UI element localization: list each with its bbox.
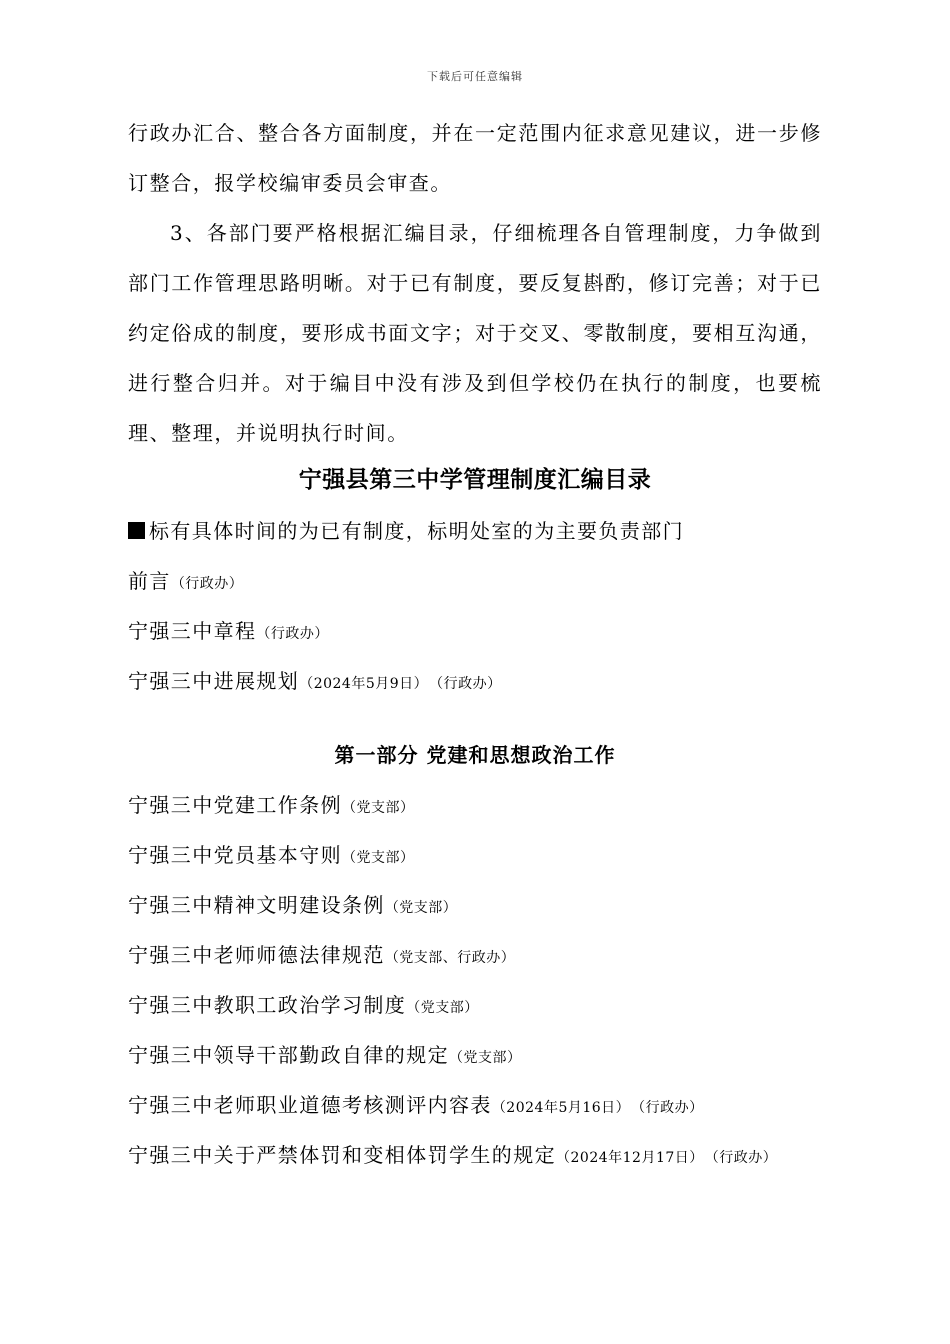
document-title: 宁强县第三中学管理制度汇编目录	[298, 466, 652, 493]
header-note: 下载后可任意编辑	[427, 70, 523, 83]
item-name: 宁强三中教职工政治学习制度	[128, 993, 407, 1017]
black-square-icon	[128, 522, 145, 539]
list-item	[128, 616, 329, 649]
item-name: 宁强三中党建工作条例	[128, 793, 342, 817]
item-name: 宁强三中章程	[128, 619, 257, 643]
item-name: 前言	[128, 569, 171, 593]
paragraph-1: 行政办汇合、整合各方面制度，并在一定范围内征求意见建议，进一步修订整合，报学校编审委员会审查。	[128, 121, 822, 195]
catalog-note	[128, 516, 684, 546]
item-name: 宁强三中精神文明建设条例	[128, 893, 385, 917]
paragraph-2: 3、各部门要严格根据汇编目录，仔细梳理各自管理制度，力争做到部门工作管理思路明晰。对于已有制度，要反复斟酌，修订完善；对于已约定俗成的制度，要形成书面文字；对于交叉、零散制度，要相互沟通，进行整合归并。对于编目中没有涉及到但学校仍在执行的制度，也要梳理、整理，并说明执行时间。	[128, 221, 822, 445]
list-item	[128, 566, 243, 599]
item-dept: （党支部）	[342, 850, 415, 866]
list-item	[128, 1090, 704, 1123]
item-dept: （行政办）	[638, 1100, 704, 1116]
catalog-note-text: 标有具体时间的为已有制度，标明处室的为主要负责部门	[149, 519, 684, 543]
list-item	[128, 990, 479, 1023]
item-dept: （行政办）	[711, 1150, 778, 1166]
item-date: （2024年5月9日）	[299, 676, 429, 692]
item-dept: （党支部）	[449, 1050, 522, 1066]
section-title: 第一部分 党建和思想政治工作	[334, 743, 616, 767]
list-item	[128, 790, 415, 823]
item-dept: （行政办）	[170, 576, 244, 592]
item-name: 宁强三中党员基本守则	[128, 843, 342, 867]
list-item	[128, 890, 457, 923]
item-name: 宁强三中关于严禁体罚和变相体罚学生的规定	[128, 1143, 556, 1167]
item-dept: （党支部）	[342, 800, 415, 816]
list-item	[128, 840, 415, 873]
list-item	[128, 1040, 522, 1073]
item-date: （2024年5月16日）	[491, 1100, 631, 1116]
list-item	[128, 1140, 777, 1173]
item-date: （2024年12月17日）	[556, 1150, 704, 1166]
item-dept: （党支部）	[384, 900, 458, 916]
item-dept: （行政办）	[436, 676, 502, 692]
list-item	[128, 666, 502, 699]
item-name: 宁强三中老师职业道德考核测评内容表	[128, 1093, 492, 1117]
item-dept: （党支部）	[406, 1000, 479, 1016]
item-dept: （党支部、行政办）	[384, 950, 516, 966]
item-name: 宁强三中进展规划	[128, 669, 300, 693]
item-name: 宁强三中领导干部勤政自律的规定	[128, 1043, 449, 1067]
item-dept: （行政办）	[256, 626, 329, 642]
item-name: 宁强三中老师师德法律规范	[128, 943, 385, 967]
list-item	[128, 940, 515, 973]
